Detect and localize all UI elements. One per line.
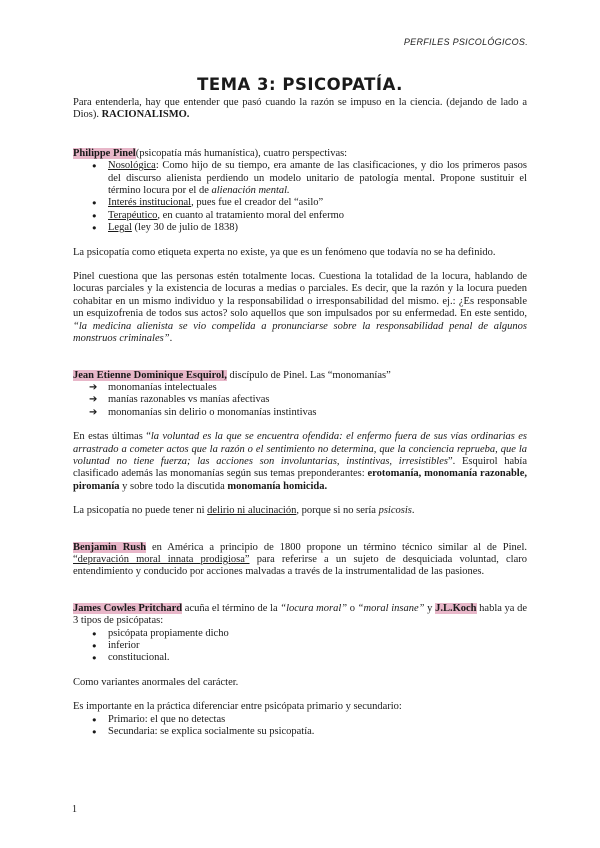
list-item: ● psicópata propiamente dicho — [73, 628, 527, 640]
author-name-koch: J.L.Koch — [435, 602, 477, 614]
monomanias-list — [73, 382, 527, 419]
author-name-rush: Benjamin Rush — [73, 541, 147, 553]
intro-paragraph: Para entenderla, hay que entender que pasó cuando la razón se impuso en la ciencia. (dejando de lado a Dios). RACIONALISMO. — [73, 97, 527, 121]
list-item: ● constitucional. — [73, 652, 527, 664]
paragraph-variantes: Como variantes anormales del carácter. — [73, 676, 239, 688]
list-item: ● Terapéutico, en cuanto al tratamiento moral del enfermo — [73, 210, 527, 222]
paragraph-pritchard: James Cowles Pritchard acuña el término de la “locura moral” o “moral insane” y J.L.Koch habla ya de 3 tipos de psicópatas: — [73, 602, 528, 627]
paragraph-definition: La psicopatía como etiqueta experta no existe, ya que es un fenómeno que todavía no se ha definido. — [73, 246, 496, 258]
running-header: PERFILES PSICOLÓGICOS. — [403, 37, 528, 47]
author-name-pritchard: James Cowles Pritchard — [73, 602, 183, 614]
list-item: ● Interés institucional, pues fue el creador del “asilo” — [73, 197, 527, 209]
list-item: ➔ monomanías sin delirio o monomanías instintivas — [73, 407, 527, 419]
author-name-pinel: Philippe Pinel — [73, 147, 136, 159]
paragraph-psicosis: La psicopatía no puede tener ni delirio ni alucinación, porque si no sería psicosis. — [73, 505, 415, 517]
rationalism-term: RACIONALISMO. — [101, 109, 190, 121]
paragraph-rush: Benjamin Rush en América a principio de 1800 propone un término técnico similar al de Pinel. “depravación moral innata prodigiosa” para referirse a un sujeto de desquiciada voluntad, claro entendimiento y conducido por acciones malvadas a través de la instrumentalidad de las pasiones. — [73, 541, 528, 578]
list-item: ● Primario: el que no detectas — [73, 714, 527, 726]
paragraph-primario-secundario: Es importante en la práctica diferenciar entre psicópata primario y secundario: — [73, 701, 402, 713]
page-title: TEMA 3: PSICOPATÍA. — [197, 75, 403, 94]
paragraph-esquirol: En estas últimas “la voluntad es la que se encuentra ofendida: el enfermo fuera de sus vías ordinarias es arrastrado a cometer actos que la razón o el sentimiento no determina, que la conciencia reprueba, que la voluntad no tiene fuerza; las acciones son involuntarias, instintivas, irresistibles”. Esquirol había clasificado además las monomanías según sus temas preponderantes: erotomanía, monomanía razonable, piromanía y sobre todo la discutida monomanía homicida. — [73, 431, 528, 492]
list-item: ➔ monomanías intelectuales — [73, 382, 527, 394]
list-item: ● Legal (ley 30 de julio de 1838) — [73, 222, 527, 234]
primary-secondary-list — [73, 714, 527, 739]
list-item: ● inferior — [73, 640, 527, 652]
page-number: 1 — [72, 804, 77, 815]
esquirol-heading: Jean Etienne Dominique Esquirol, discípulo de Pinel. Las “monomanías” — [73, 369, 391, 381]
paragraph-pinel-locura: Pinel cuestiona que las personas estén totalmente locas. Cuestiona la totalidad de la locura, hablando de locuras parciales y la existencia de locuras a medias o parciales. Es decir, que la razón y la locura pueden cohabitar en un mismo individuo y la responsabilidad o irresponsabilidad del mismo. ej.: ¿Es responsable un esquizofrenia de todos sus actos? solo aquellos que son impulsados por su enfermedad. En este sentido, “la medicina alienista se vio compelida a pronunciarse sobre la responsabilidad penal de algunos monstruos criminales”. — [73, 271, 527, 345]
list-item: ➔ manías razonables vs manías afectivas — [73, 394, 527, 406]
psychopath-types-list — [73, 628, 527, 665]
pinel-heading: Philippe Pinel(psicopatía más humanística), cuatro perspectivas: — [73, 147, 348, 159]
pinel-perspectives-list — [73, 160, 527, 234]
document-body — [73, 97, 527, 738]
list-item: ● Nosológica: Como hijo de su tiempo, era amante de las clasificaciones, y dio los primeros pasos del discurso alienista perdiendo un modelo unitario de patología mental. Propone sustituir el término locura por el de alienación mental. — [73, 160, 527, 197]
author-name-esquirol: Jean Etienne Dominique Esquirol, — [73, 369, 227, 381]
list-item: ● Secundaria: se explica socialmente su psicopatía. — [73, 726, 527, 738]
